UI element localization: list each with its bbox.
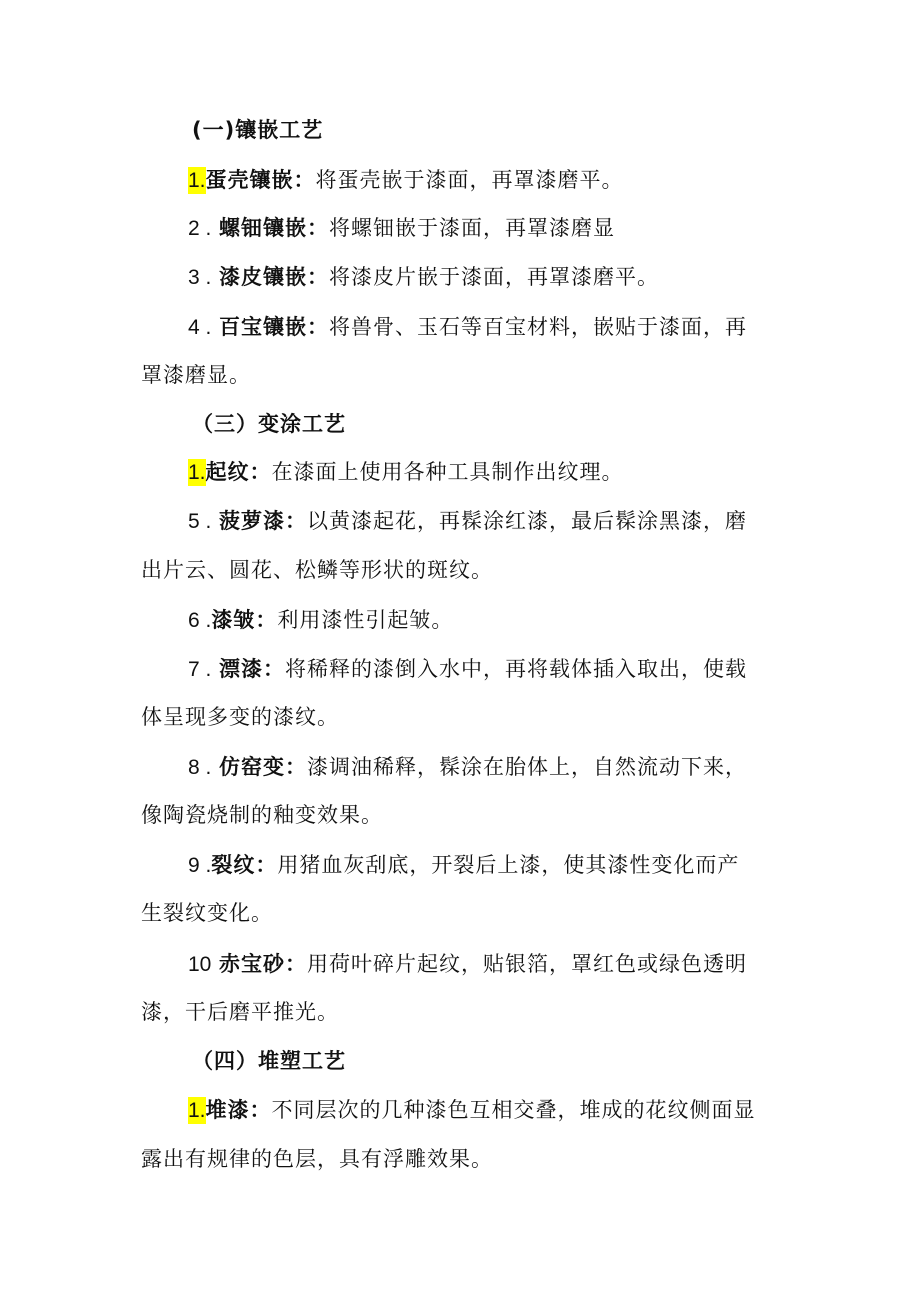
item-text: 利用漆性引起皱。 xyxy=(277,608,454,632)
section-heading xyxy=(0,401,920,447)
list-item-continuation xyxy=(0,989,920,1035)
list-item xyxy=(0,1087,920,1133)
item-text: 漆调油稀释，髹涂在胎体上，自然流动下来， xyxy=(307,755,748,779)
item-number-highlighted: 1. xyxy=(188,169,206,192)
item-text: 将漆皮片嵌于漆面，再罩漆磨平。 xyxy=(329,265,660,289)
item-term: 菠萝漆： xyxy=(219,509,308,533)
item-text: 将螺钿嵌于漆面，再罩漆磨显 xyxy=(329,216,616,240)
list-item xyxy=(0,646,920,692)
list-item xyxy=(0,205,920,251)
item-term: 仿窑变： xyxy=(219,755,308,779)
item-text: 露出有规律的色层，具有浮雕效果。 xyxy=(141,1147,493,1171)
item-number-highlighted: 1. xyxy=(188,1099,206,1122)
item-term: 漆皮镶嵌： xyxy=(219,265,330,289)
list-item-continuation xyxy=(0,890,920,936)
section-heading-text: (一)镶嵌工艺 xyxy=(192,118,324,142)
item-text: 以黄漆起花，再髹涂红漆，最后髹涂黑漆，磨 xyxy=(307,509,748,533)
item-term: 裂纹： xyxy=(211,853,278,877)
item-number: 3 . xyxy=(188,266,212,289)
section-heading xyxy=(0,107,920,153)
item-term: 堆漆： xyxy=(205,1098,272,1122)
section-heading-text: （三）变涂工艺 xyxy=(192,412,346,436)
item-number: 7 . xyxy=(188,658,212,681)
item-text: 将蛋壳嵌于漆面，再罩漆磨平。 xyxy=(315,168,624,192)
item-number: 4 . xyxy=(188,316,212,339)
section-heading xyxy=(0,1038,920,1084)
list-item xyxy=(0,498,920,544)
item-text: 生裂纹变化。 xyxy=(141,901,273,925)
item-text: 出片云、圆花、松鳞等形状的斑纹。 xyxy=(141,558,493,582)
section-heading-text: （四）堆塑工艺 xyxy=(192,1049,346,1073)
item-number: 10 xyxy=(188,953,212,976)
item-text: 不同层次的几种漆色互相交叠，堆成的花纹侧面显 xyxy=(271,1098,756,1122)
list-item-continuation xyxy=(0,792,920,838)
item-term: 螺钿镶嵌： xyxy=(219,216,330,240)
item-term: 百宝镶嵌： xyxy=(219,315,330,339)
item-term: 漆皱： xyxy=(211,608,278,632)
item-term: 赤宝砂： xyxy=(219,952,308,976)
item-term: 起纹： xyxy=(205,460,272,484)
item-number: 2 . xyxy=(188,217,212,240)
list-item xyxy=(0,157,920,203)
list-item xyxy=(0,597,920,643)
list-item-continuation xyxy=(0,352,920,398)
item-text: 像陶瓷烧制的釉变效果。 xyxy=(141,803,383,827)
item-text: 漆，干后磨平推光。 xyxy=(141,1000,339,1024)
list-item xyxy=(0,304,920,350)
list-item xyxy=(0,449,920,495)
item-number: 8 . xyxy=(188,756,212,779)
item-text: 在漆面上使用各种工具制作出纹理。 xyxy=(271,460,624,484)
item-text: 罩漆磨显。 xyxy=(141,363,251,387)
item-number: 5 . xyxy=(188,510,212,533)
item-term: 蛋壳镶嵌： xyxy=(205,168,316,192)
item-text: 将兽骨、玉石等百宝材料，嵌贴于漆面，再 xyxy=(329,315,748,339)
list-item xyxy=(0,744,920,790)
item-number: 9 . xyxy=(188,854,212,877)
list-item-continuation xyxy=(0,1136,920,1182)
item-text: 体呈现多变的漆纹。 xyxy=(141,705,339,729)
item-number: 6 . xyxy=(188,609,212,632)
list-item xyxy=(0,842,920,888)
item-text: 将稀释的漆倒入水中，再将载体插入取出，使载 xyxy=(285,657,748,681)
item-number-highlighted: 1. xyxy=(188,461,206,484)
item-term: 漂漆： xyxy=(219,657,286,681)
item-text: 用猪血灰刮底，开裂后上漆，使其漆性变化而产 xyxy=(277,853,740,877)
item-text: 用荷叶碎片起纹，贴银箔，罩红色或绿色透明 xyxy=(307,952,748,976)
list-item-continuation xyxy=(0,547,920,593)
list-item-continuation xyxy=(0,694,920,740)
list-item xyxy=(0,941,920,987)
list-item xyxy=(0,254,920,300)
